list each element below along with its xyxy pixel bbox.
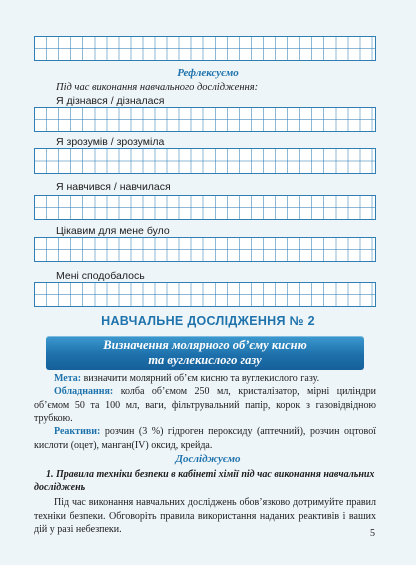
safety-section-title: 1. Правила техніки безпеки в кабінеті хімії під час виконання навчальних досліджень <box>34 469 375 493</box>
prompt-skilled: Я навчився / навчилася <box>56 181 171 193</box>
prompt-interesting: Цікавим для мене було <box>56 225 170 237</box>
page-number: 5 <box>370 528 375 539</box>
banner-line-2: та вуглекислого газу <box>148 353 262 367</box>
study-title: НАВЧАЛЬНЕ ДОСЛІДЖЕННЯ № 2 <box>101 314 315 328</box>
writing-grid-top[interactable] <box>34 36 376 61</box>
prompt-understood: Я зрозумів / зрозуміла <box>56 136 165 148</box>
goal-text: визначити молярний об’єм кисню та вуглекислого газу. <box>81 373 320 384</box>
reflection-intro: Під час виконання навчального дослідження: <box>56 82 259 93</box>
equipment-paragraph <box>34 385 376 426</box>
prompt-learned: Я дізнався / дізналася <box>56 95 165 107</box>
reagents-text: розчин (3 %) гідроген пероксиду (аптечний), розчин оцтової кислоти (оцет), манган(IV) оксид, крейда. <box>34 426 376 451</box>
equipment-label: Обладнання: <box>54 386 114 397</box>
writing-grid-learned[interactable] <box>34 107 376 132</box>
reagents-paragraph <box>34 425 376 452</box>
writing-grid-interesting[interactable] <box>34 237 376 262</box>
reflection-heading: Рефлексуємо <box>177 67 239 79</box>
safety-section-text: Під час виконання навчальних досліджень обов’язково дотримуйте правил техніки безпеки. Обговоріть правила використання наданих реактивів і ваших дій у разі небезпеки. <box>34 497 376 535</box>
writing-grid-liked[interactable] <box>34 282 376 307</box>
equipment-text: колба об’ємом 250 мл, кристалізатор, мірні циліндри об’ємом 50 та 100 мл, ваги, фільтрувальний папір, корок з газовідвідною трубкою. <box>34 386 376 424</box>
study-topic-banner <box>46 336 364 370</box>
reagents-label: Реактиви: <box>54 426 101 437</box>
investigate-heading: Досліджуємо <box>175 453 241 465</box>
prompt-liked: Мені сподобалось <box>56 270 145 282</box>
banner-line-1: Визначення молярного об’єму кисню <box>103 338 307 352</box>
goal-label: Мета: <box>54 373 82 384</box>
goal-paragraph <box>34 372 376 386</box>
writing-grid-understood[interactable] <box>34 148 376 174</box>
writing-grid-skilled[interactable] <box>34 195 376 220</box>
